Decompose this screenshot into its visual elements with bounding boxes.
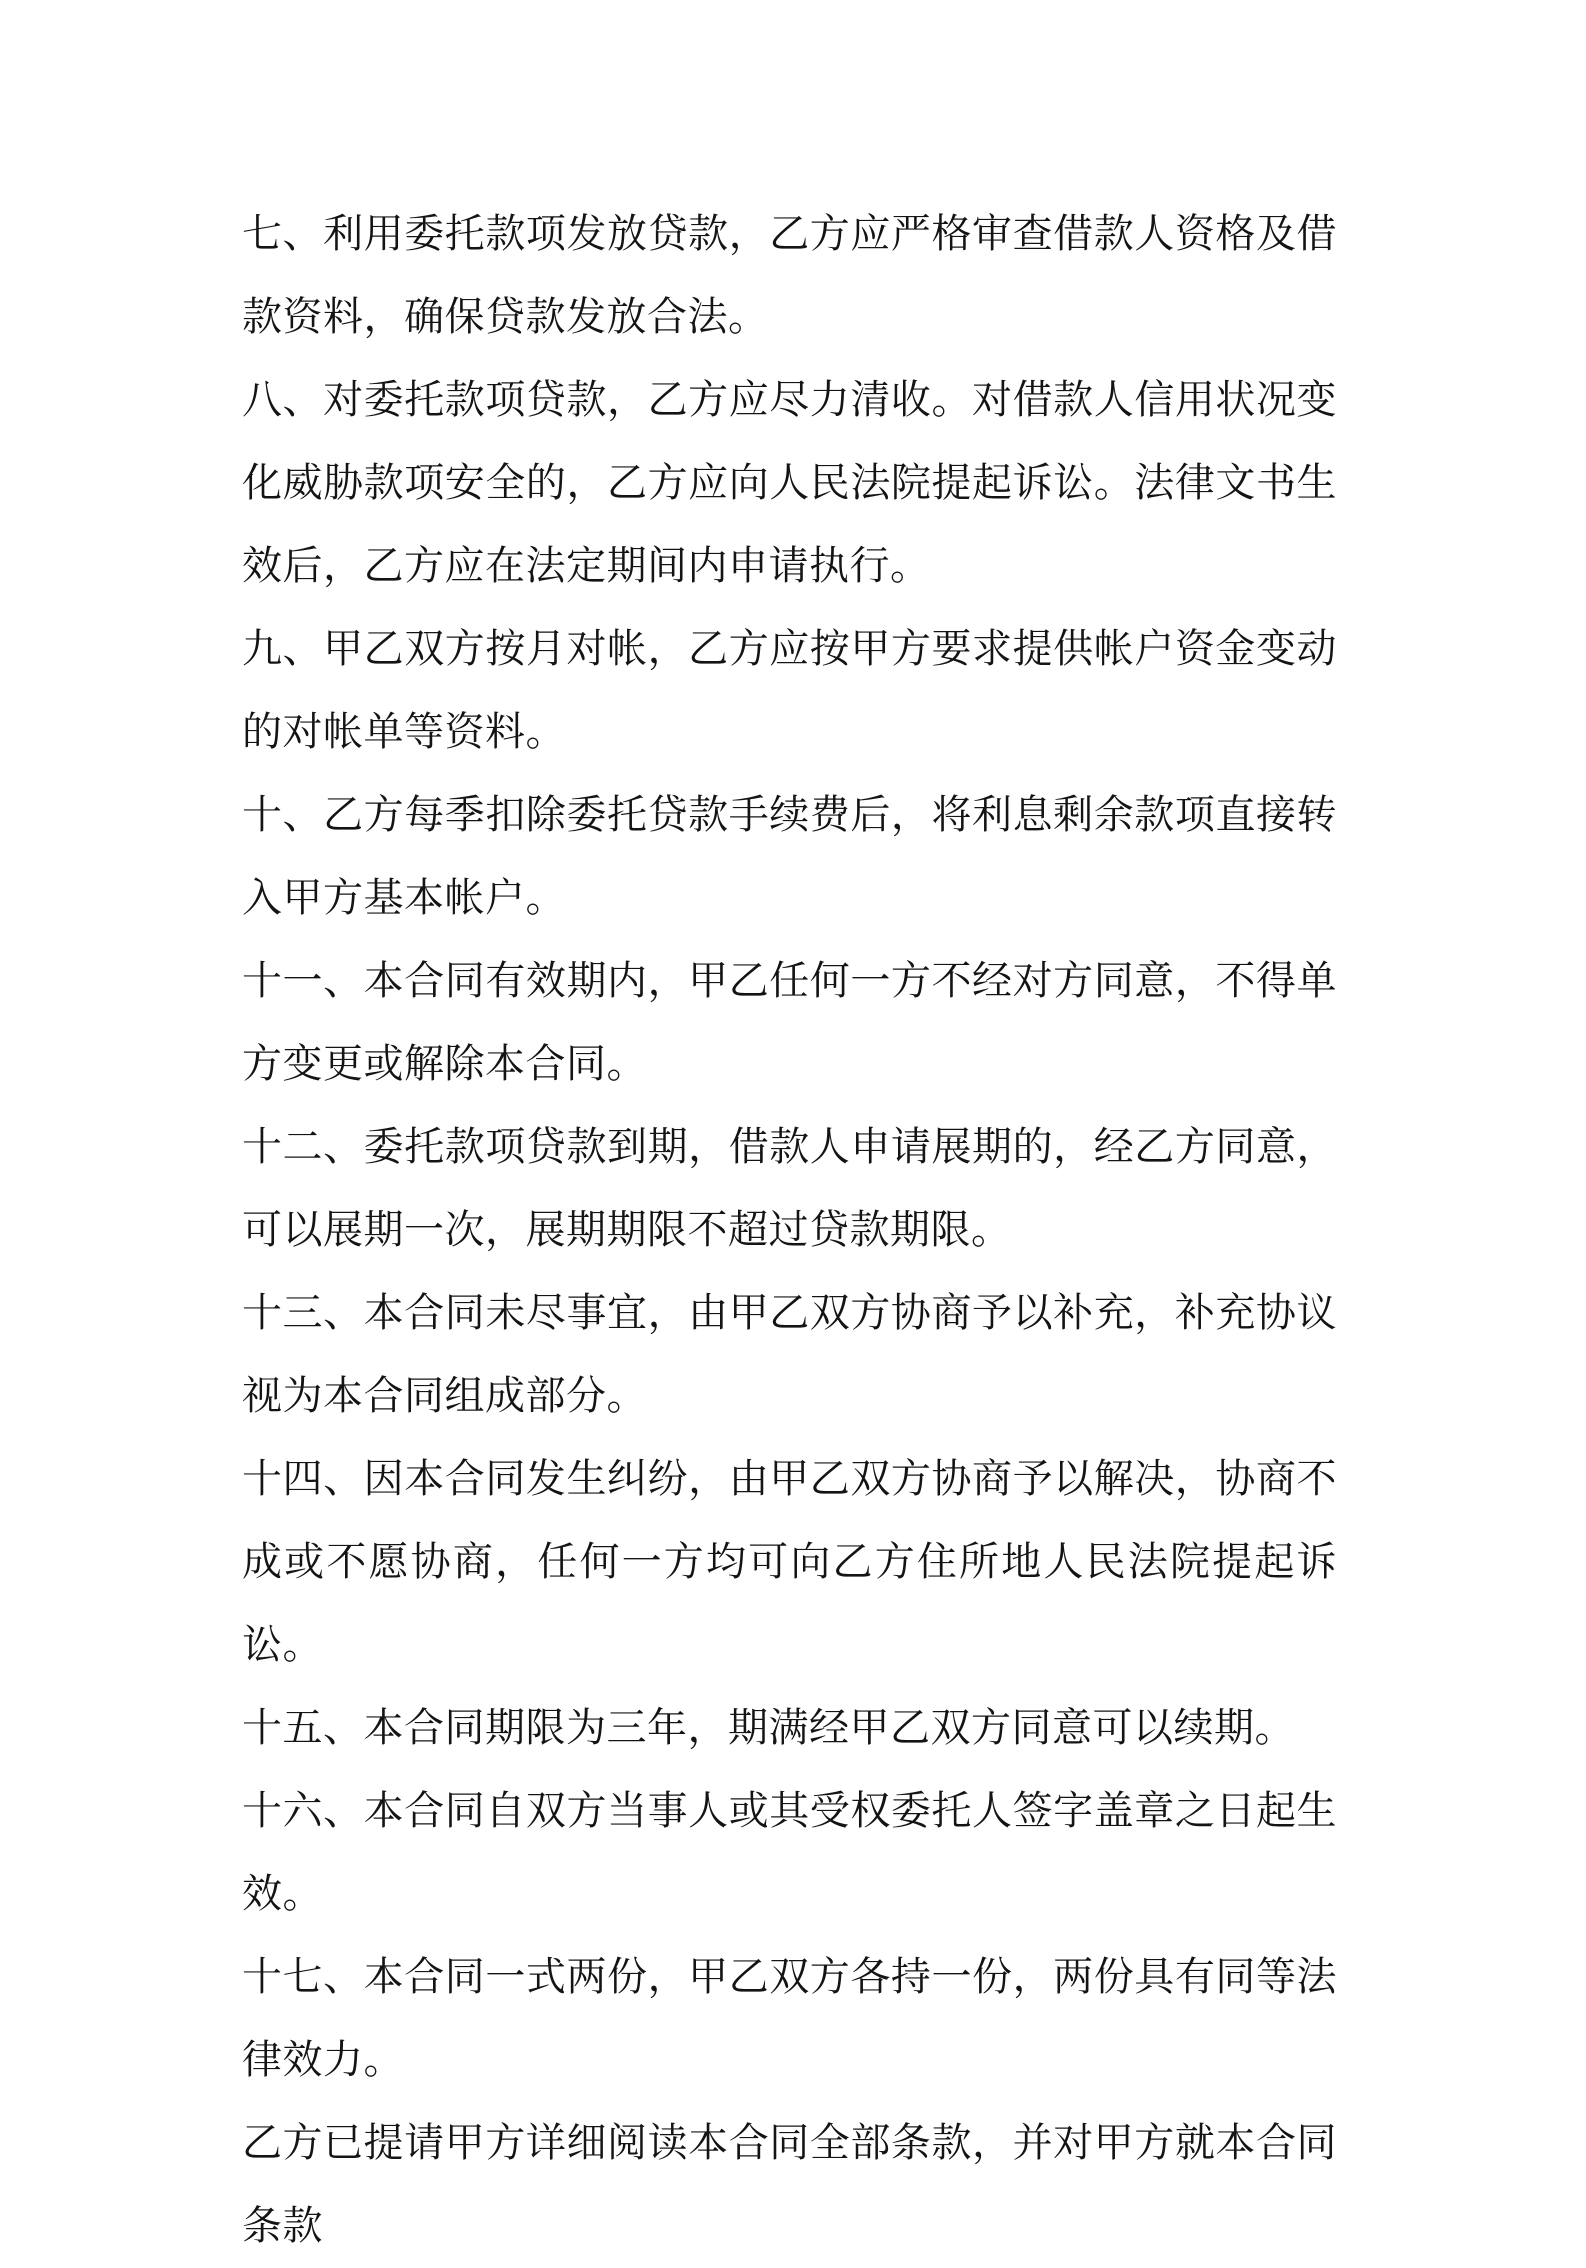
clause-17: 十七、本合同一式两份，甲乙双方各持一份，两份具有同等法律效力。 xyxy=(242,1954,1337,2083)
clause-15: 十五、本合同期限为三年，期满经甲乙双方同意可以续期。 xyxy=(242,1705,1295,1751)
clause-9: 九、甲乙双方按月对帐，乙方应按甲方要求提供帐户资金变动的对帐单等资料。 xyxy=(242,626,1337,755)
clause-7: 七、利用委托款项发放贷款，乙方应严格审查借款人资格及借款资料，确保贷款发放合法。 xyxy=(242,211,1337,340)
clause-11: 十一、本合同有效期内，甲乙任何一方不经对方同意，不得单方变更或解除本合同。 xyxy=(242,958,1337,1087)
clause-8: 八、对委托款项贷款，乙方应尽力清收。对借款人信用状况变化威胁款项安全的，乙方应向人民法院提起诉讼。法律文书生效后，乙方应在法定期间内申请执行。 xyxy=(242,377,1337,589)
clause-13: 十三、本合同未尽事宜，由甲乙双方协商予以补充，补充协议视为本合同组成部分。 xyxy=(242,1290,1337,1419)
closing-statement: 乙方已提请甲方详细阅读本合同全部条款，并对甲方就本合同条款 xyxy=(242,2120,1337,2249)
contract-body xyxy=(242,193,1337,2268)
clause-10: 十、乙方每季扣除委托贷款手续费后，将利息剩余款项直接转入甲方基本帐户。 xyxy=(242,792,1337,921)
clause-16: 十六、本合同自双方当事人或其受权委托人签字盖章之日起生效。 xyxy=(242,1788,1337,1917)
clause-14: 十四、因本合同发生纠纷，由甲乙双方协商予以解决，协商不成或不愿协商，任何一方均可向乙方住所地人民法院提起诉讼。 xyxy=(242,1456,1337,1668)
clause-12: 十二、委托款项贷款到期，借款人申请展期的，经乙方同意，可以展期一次，展期期限不超过贷款期限。 xyxy=(242,1124,1337,1253)
